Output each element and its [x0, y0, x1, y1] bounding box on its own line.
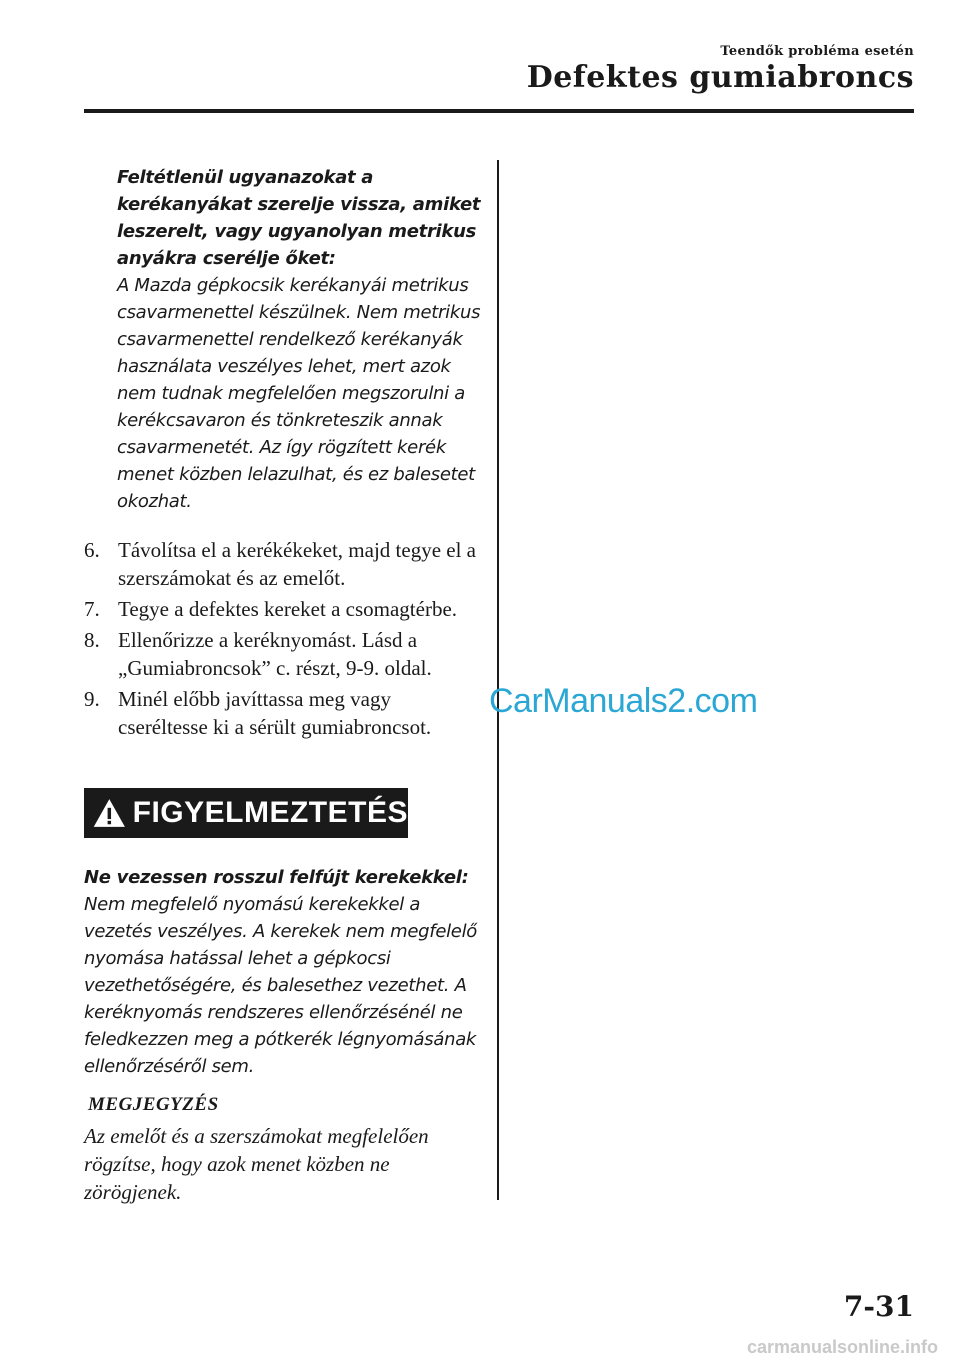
warning-triangle-icon [92, 795, 127, 831]
page-title: Defektes gumiabroncs [526, 60, 914, 95]
warning-heading: Ne vezessen rosszul felfújt kerekekkel: [84, 867, 469, 888]
step-number: 7. [84, 597, 100, 621]
steps-list [84, 536, 484, 744]
section-header: Teendők probléma esetén [720, 44, 914, 59]
column-divider [497, 160, 499, 1200]
page-number: 7-31 [843, 1290, 914, 1323]
warning-banner [84, 788, 408, 838]
warning-continued-heading: Feltétlenül ugyanazokat a kerékanyákat szerelje vissza, amiket leszerelt, vagy ugyanolyan metrikus anyákra cserélje őket: [117, 167, 481, 269]
step-item-8 [84, 626, 484, 682]
header-rule [84, 109, 914, 113]
step-number: 8. [84, 628, 100, 652]
step-text: Ellenőrizze a keréknyomást. Lásd a „Gumiabroncsok” c. részt, 9-9. oldal. [118, 628, 432, 680]
step-item-6 [84, 536, 484, 592]
warning-body: Nem megfelelő nyomású kerekekkel a vezetés veszélyes. A kerekek nem megfelelő nyomása hatással lehet a gépkocsi vezethetőségére, és balesethez vezethet. A keréknyomás rendszeres ellenőrzésénél ne feledkezzen meg a pótkerék légnyomásának ellenőrzéséről sem. [84, 894, 477, 1077]
step-item-9 [84, 685, 484, 741]
step-item-7 [84, 595, 484, 623]
footer-site-watermark: carmanualsonline.info [746, 1337, 938, 1357]
step-number: 9. [84, 687, 100, 711]
step-text: Tegye a defektes kereket a csomagtérbe. [118, 597, 458, 621]
warning-label: FIGYELMEZTETÉS [132, 796, 408, 829]
watermark-logo: CarManuals2.com [489, 682, 758, 720]
warning-continued-body: A Mazda gépkocsik kerékanyái metrikus csavarmenettel készülnek. Nem metrikus csavarmenettel rendelkező kerékanyák használata veszélyes lehet, mert azok nem tudnak megfelelően megszorulni a kerékcsavaron és tönkreteszik annak csavarmenetét. Az így rögzített kerék menet közben lelazulhat, és ez balesetet okozhat. [117, 275, 481, 512]
note-body: Az emelőt és a szerszámokat megfelelően rögzítse, hogy azok menet közben ne zörögjenek. [84, 1124, 429, 1204]
step-number: 6. [84, 538, 100, 562]
step-text: Minél előbb javíttassa meg vagy cseréltesse ki a sérült gumiabroncsot. [118, 687, 432, 739]
note-heading: MEGJEGYZÉS [88, 1094, 219, 1115]
step-text: Távolítsa el a kerékékeket, majd tegye el a szerszámokat és az emelőt. [118, 538, 476, 590]
